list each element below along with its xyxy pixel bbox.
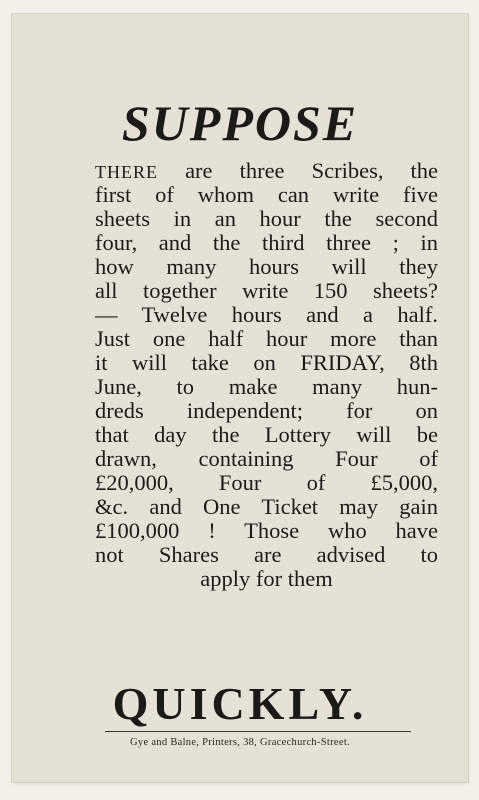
body-line: THERE are three Scribes, the bbox=[95, 158, 438, 183]
body-line: &c. and One Ticket may gain bbox=[95, 494, 438, 519]
imprint-rule bbox=[105, 731, 411, 732]
body-line: all together write 150 sheets? bbox=[95, 278, 438, 303]
body-line: how many hours will they bbox=[95, 254, 438, 279]
body-line: sheets in an hour the second bbox=[95, 206, 438, 231]
body-line: four, and the third three ; in bbox=[95, 230, 438, 255]
lead-word: THERE bbox=[95, 162, 158, 182]
body-line: — Twelve hours and a half. bbox=[95, 302, 438, 327]
body-line: that day the Lottery will be bbox=[95, 422, 438, 447]
body-line: June, to make many hun- bbox=[95, 374, 438, 399]
body-line: Just one half hour more than bbox=[95, 326, 438, 351]
body-line: not Shares are advised to bbox=[95, 542, 438, 567]
printer-imprint: Gye and Balne, Printers, 38, Gracechurch-Street. bbox=[130, 737, 350, 748]
closing-word: QUICKLY. bbox=[112, 678, 368, 729]
body-line: it will take on FRIDAY, 8th bbox=[95, 350, 438, 375]
body-line: first of whom can write five bbox=[95, 182, 438, 207]
body-line: £100,000 ! Those who have bbox=[95, 518, 438, 543]
body-line: drawn, containing Four of bbox=[95, 446, 438, 471]
body-line: dreds independent; for on bbox=[95, 398, 438, 423]
body-line: £20,000, Four of £5,000, bbox=[95, 470, 438, 495]
broadside-body bbox=[95, 159, 438, 591]
body-line: apply for them bbox=[200, 566, 333, 591]
broadside-sheet bbox=[12, 14, 468, 782]
broadside-title: SUPPOSE bbox=[121, 95, 359, 151]
